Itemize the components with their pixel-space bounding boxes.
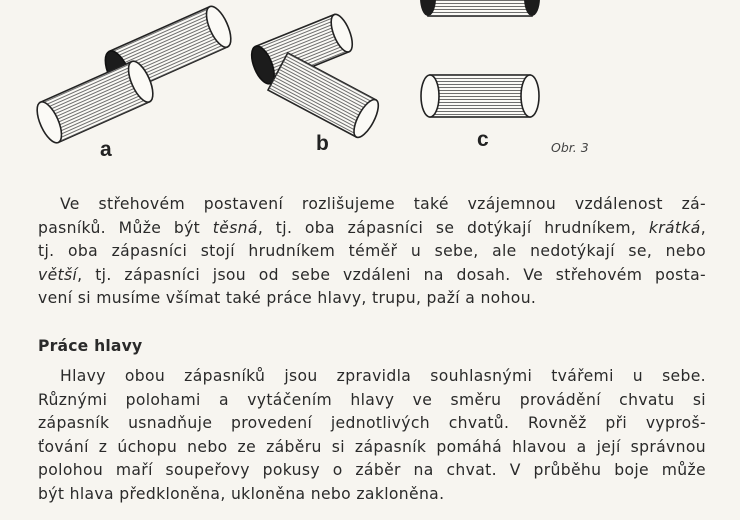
paragraph-line: ťování z úchopu nebo ze záběru si zápasník pomáhá hlavou a její správnou bbox=[38, 437, 706, 456]
figure-c-top-cylinder bbox=[420, 0, 540, 16]
figure-label-a: a bbox=[100, 138, 112, 161]
paragraph-line: zápasník usnadňuje provedení jednotlivých chvatů. Rovněž při vyproš- bbox=[38, 414, 706, 433]
paragraph-line: větší, tj. zápasníci jsou od sebe vzdáleni na dosah. Ve střehovém posta- bbox=[38, 265, 706, 284]
figure-caption: Obr. 3 bbox=[551, 140, 589, 155]
figure-a-front-cylinder bbox=[32, 58, 158, 146]
paragraph-head-work bbox=[38, 365, 706, 507]
paragraph-line: tj. oba zápasníci stojí hrudníkem téměř u sebe, ale nedotýkají se, nebo bbox=[38, 242, 706, 261]
figure-c-bottom-cylinder bbox=[421, 75, 539, 117]
figure-obr-3 bbox=[0, 0, 740, 170]
paragraph-line: být hlava předkloněna, ukloněna nebo zakloněna. bbox=[38, 484, 445, 503]
figure-label-b: b bbox=[316, 132, 329, 155]
figure-label-c: c bbox=[477, 128, 489, 151]
paragraph-line: Ve střehovém postavení rozlišujeme také vzájemnou vzdálenost zá- bbox=[60, 195, 706, 213]
paragraph-line: polohou maří soupeřovy pokusy o záběr na chvat. V průběhu boje může bbox=[38, 461, 706, 480]
paragraph-line: Hlavy obou zápasníků jsou zpravidla souhlasnými tvářemi u sebe. bbox=[60, 367, 706, 385]
section-heading: Práce hlavy bbox=[38, 337, 143, 355]
figure-b-lower-cylinder bbox=[268, 53, 383, 141]
paragraph-line: Různými polohami a vytáčením hlavy ve směru provádění chvatu si bbox=[38, 390, 706, 409]
paragraph-line: pasníků. Může být těsná, tj. oba zápasníci se dotýkají hrudníkem, krátká, bbox=[38, 218, 706, 237]
paragraph-distance bbox=[38, 193, 706, 311]
paragraph-line: vení si musíme všímat také práce hlavy, trupu, paží a nohou. bbox=[38, 289, 537, 308]
